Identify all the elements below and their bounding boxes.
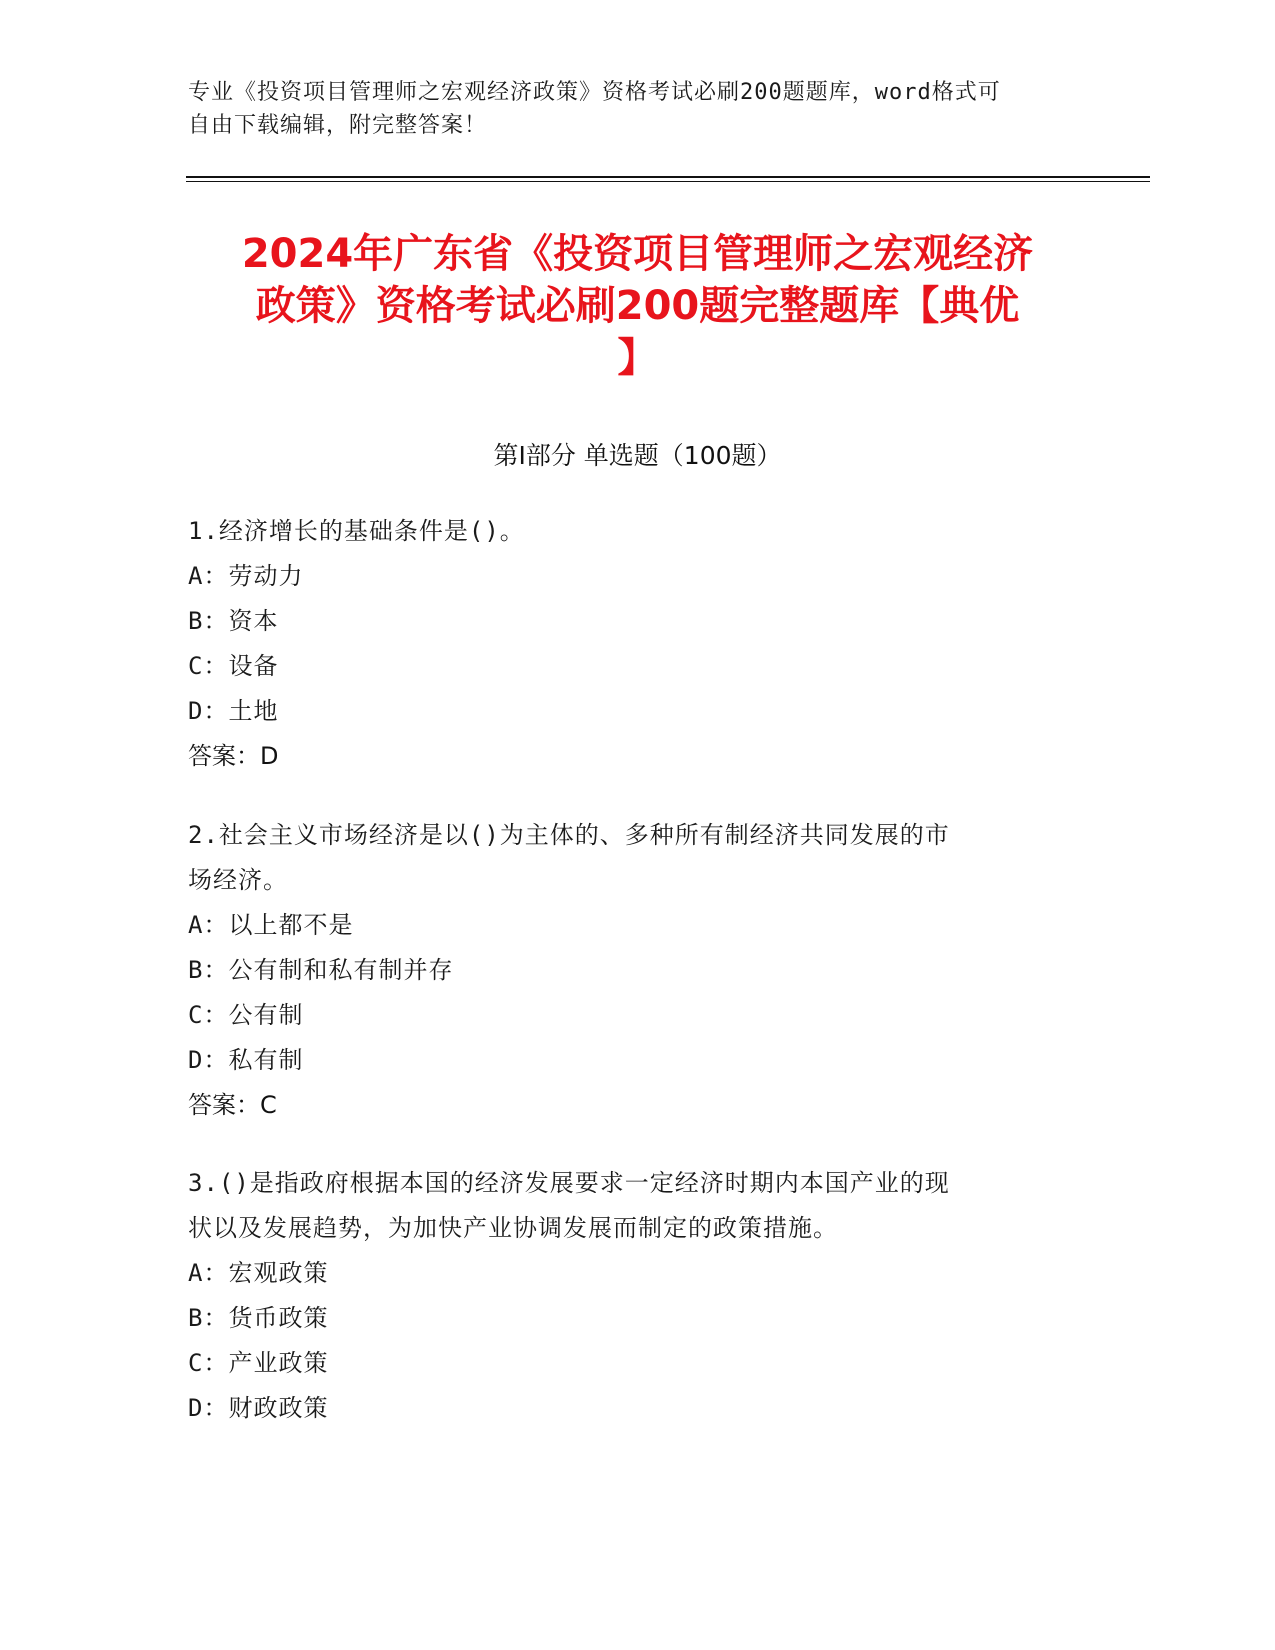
question-1 xyxy=(188,509,1068,779)
header-note-line: 专业《投资项目管理师之宏观经济政策》资格考试必刷200题题库，word格式可 xyxy=(188,80,1001,105)
question-text xyxy=(188,509,1068,554)
question-text-line: 状以及发展趋势，为加快产业协调发展而制定的政策措施。 xyxy=(188,1214,838,1242)
option-c: C：产业政策 xyxy=(188,1349,329,1377)
document-title xyxy=(170,228,1105,384)
question-text-line: 场经济。 xyxy=(188,866,288,894)
option-d: D：土地 xyxy=(188,697,279,725)
document-title-line: 政策》资格考试必刷200题完整题库【典优 xyxy=(255,283,1020,329)
option-a: A：劳动力 xyxy=(188,562,304,590)
section-heading: 第I部分 单选题（100题） xyxy=(493,441,782,470)
header-note xyxy=(188,76,1068,142)
option-d: D：私有制 xyxy=(188,1046,304,1074)
option-b: B：货币政策 xyxy=(188,1304,329,1332)
option-c: C：公有制 xyxy=(188,1001,304,1029)
header-divider xyxy=(186,181,1150,182)
header-note-line: 自由下载编辑，附完整答案！ xyxy=(188,113,488,138)
question-text-line: 3.()是指政府根据本国的经济发展要求一定经济时期内本国产业的现 xyxy=(188,1169,950,1197)
option-d: D：财政政策 xyxy=(188,1394,329,1422)
document-title-line: 】 xyxy=(617,335,658,381)
answer: 答案：D xyxy=(188,742,279,770)
question-text xyxy=(188,1161,1068,1251)
option-c: C：设备 xyxy=(188,652,279,680)
header-divider xyxy=(186,176,1150,178)
question-text xyxy=(188,813,1068,903)
question-3 xyxy=(188,1161,1068,1431)
question-text-line: 2.社会主义市场经济是以()为主体的、多种所有制经济共同发展的市 xyxy=(188,821,950,849)
option-a: A：宏观政策 xyxy=(188,1259,329,1287)
question-text-line: 1.经济增长的基础条件是()。 xyxy=(188,517,525,545)
answer: 答案：C xyxy=(188,1091,277,1119)
option-a: A：以上都不是 xyxy=(188,911,354,939)
document-title-line: 2024年广东省《投资项目管理师之宏观经济 xyxy=(241,231,1034,277)
question-2 xyxy=(188,813,1068,1128)
option-b: B：资本 xyxy=(188,607,279,635)
option-b: B：公有制和私有制并存 xyxy=(188,956,454,984)
